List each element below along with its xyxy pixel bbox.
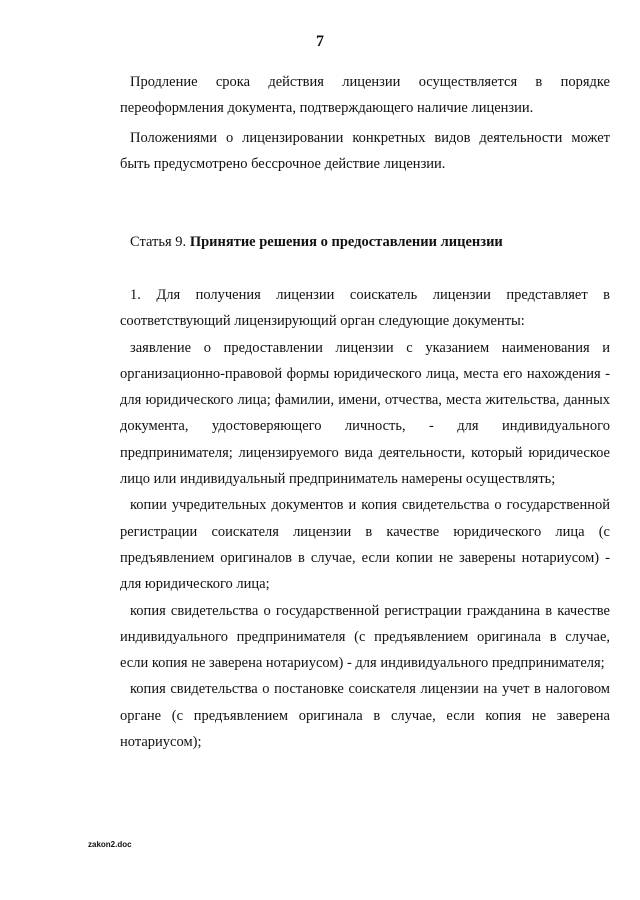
- page-number: 7: [316, 33, 324, 50]
- paragraph-application: заявление о предоставлении лицензии с указанием наименования и организационно-правовой формы юридического лица, места его нахождения - для юридического лица; фамилии, имени, отчества, места жительства, данных документа, удостоверяющего личность, - для индивидуального предпринимателя; лицензируемого вида деятельности, который юридическое лицо или индивидуальный предприниматель намерены осуществлять;: [120, 339, 610, 488]
- footer-filename: zakon2.doc: [88, 840, 132, 849]
- article-label: Статья 9.: [130, 234, 187, 250]
- paragraph-license-renewal: Продление срока действия лицензии осуществляется в порядке переоформления документа, подтверждающего наличие лицензии.: [120, 74, 610, 116]
- paragraph-documents-intro: 1. Для получения лицензии соискатель лицензии представляет в соответствующий лицензирующий орган следующие документы:: [120, 287, 610, 330]
- paragraph-tax-registration: копия свидетельства о постановке соискателя лицензии на учет в налоговом органе (с предъявлением оригинала в случае, если копия не заверена нотариусом);: [120, 681, 610, 751]
- main-text-block: [120, 282, 610, 755]
- article-heading: [130, 232, 503, 252]
- article-title: Принятие решения о предоставлении лицензии: [189, 234, 503, 250]
- paragraph-indefinite-license: Положениями о лицензировании конкретных видов деятельности может быть предусмотрено бессрочное действие лицензии.: [120, 130, 610, 172]
- paragraph-entrepreneur-certificate: копия свидетельства о государственной регистрации гражданина в качестве индивидуального предпринимателя (с предъявлением оригинала в случае, если копия не заверена нотариусом) - для индивидуального предпринимателя;: [120, 602, 610, 672]
- top-text-block: [120, 69, 610, 177]
- paragraph-founding-documents: копии учредительных документов и копия свидетельства о государственной регистрации соискателя лицензии в качестве юридического лица (с предъявлением оригиналов в случае, если копии не заверены нотариусом) - для юридического лица;: [120, 497, 610, 593]
